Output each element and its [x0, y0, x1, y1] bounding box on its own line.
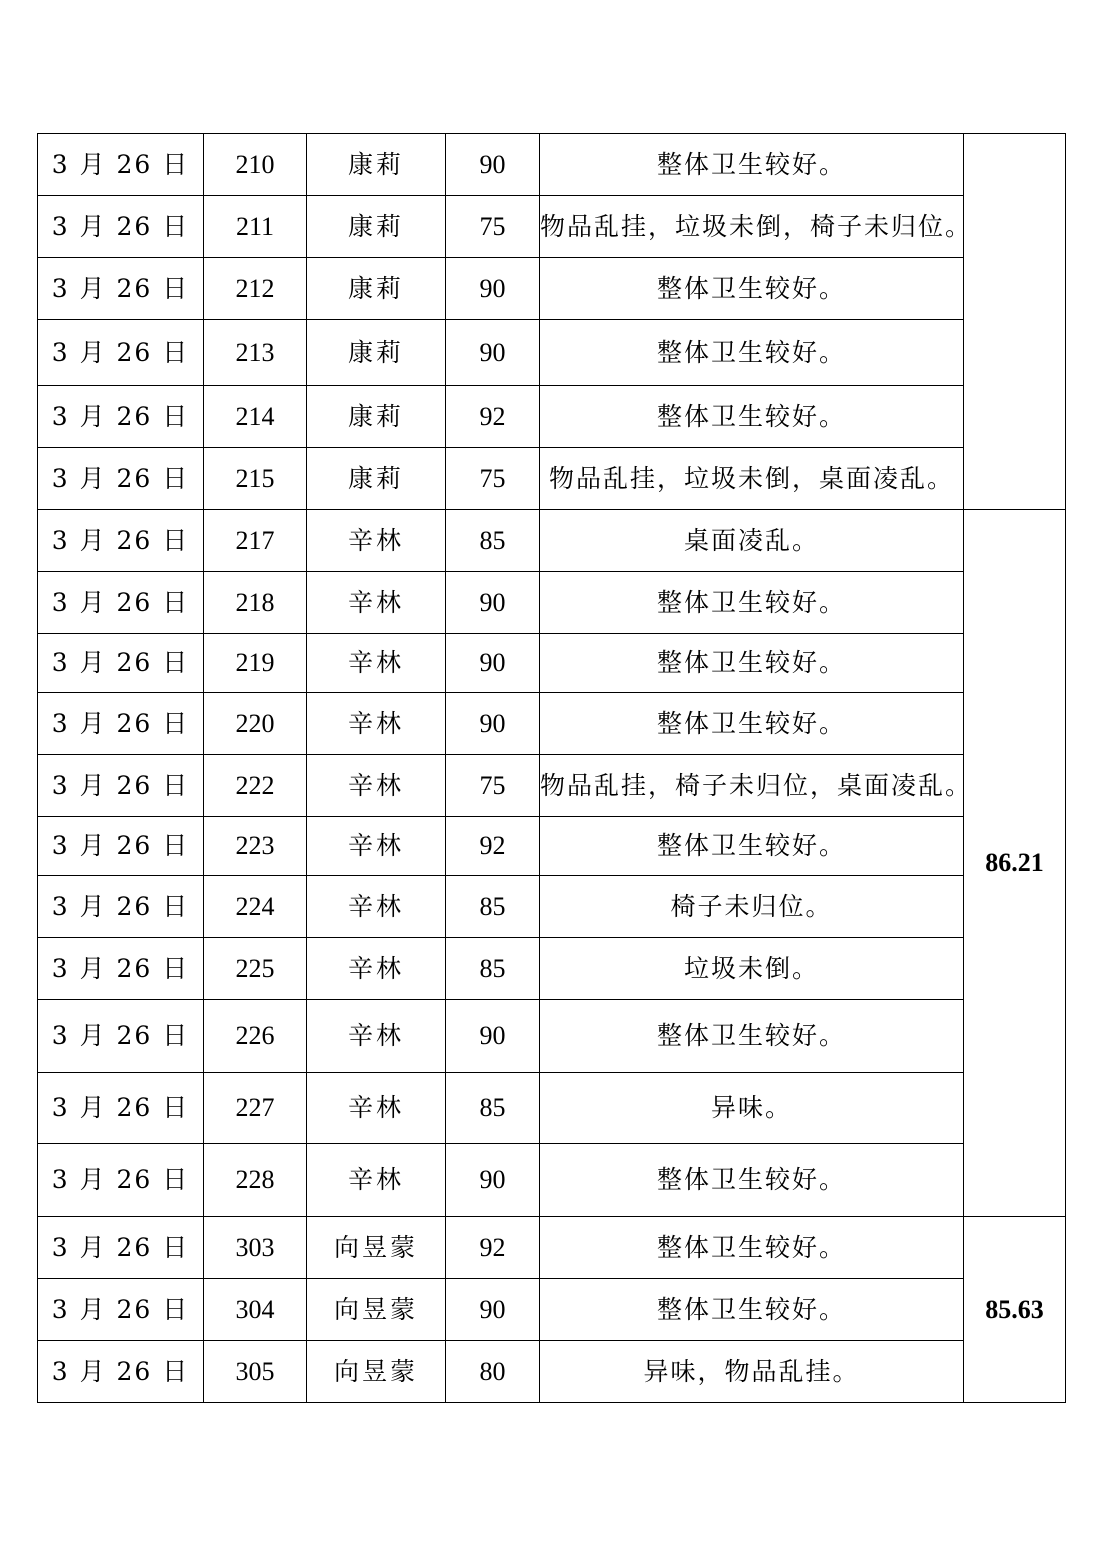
date-cell: 3 月 26 日 — [38, 693, 204, 755]
room-cell: 225 — [204, 938, 307, 1000]
table-row — [38, 1000, 1066, 1073]
table-row — [38, 134, 1066, 196]
room-cell: 212 — [204, 258, 307, 320]
remark-cell: 整体卫生较好。 — [540, 134, 964, 196]
date-cell: 3 月 26 日 — [38, 134, 204, 196]
date-cell: 3 月 26 日 — [38, 1073, 204, 1144]
date-cell: 3 月 26 日 — [38, 196, 204, 258]
inspector-cell: 辛林 — [307, 1000, 446, 1073]
room-cell: 304 — [204, 1279, 307, 1341]
score-cell: 90 — [446, 134, 540, 196]
score-cell: 85 — [446, 938, 540, 1000]
room-cell: 211 — [204, 196, 307, 258]
room-cell: 215 — [204, 448, 307, 510]
date-cell: 3 月 26 日 — [38, 634, 204, 693]
remark-cell: 整体卫生较好。 — [540, 572, 964, 634]
remark-cell: 整体卫生较好。 — [540, 1279, 964, 1341]
table-row — [38, 448, 1066, 510]
room-cell: 217 — [204, 510, 307, 572]
date-cell: 3 月 26 日 — [38, 1279, 204, 1341]
inspector-cell: 辛林 — [307, 572, 446, 634]
inspector-cell: 康莉 — [307, 320, 446, 386]
group-average-cell: 86.21 — [964, 510, 1066, 1217]
room-cell: 303 — [204, 1217, 307, 1279]
table-row — [38, 876, 1066, 938]
table-row — [38, 1073, 1066, 1144]
date-cell: 3 月 26 日 — [38, 572, 204, 634]
table-row — [38, 320, 1066, 386]
score-cell: 85 — [446, 876, 540, 938]
date-cell: 3 月 26 日 — [38, 1144, 204, 1217]
remark-cell: 整体卫生较好。 — [540, 258, 964, 320]
room-cell: 220 — [204, 693, 307, 755]
date-cell: 3 月 26 日 — [38, 817, 204, 876]
remark-cell: 整体卫生较好。 — [540, 1000, 964, 1073]
date-cell: 3 月 26 日 — [38, 1217, 204, 1279]
room-cell: 223 — [204, 817, 307, 876]
score-cell: 90 — [446, 1279, 540, 1341]
room-cell: 213 — [204, 320, 307, 386]
score-cell: 85 — [446, 510, 540, 572]
inspector-cell: 康莉 — [307, 258, 446, 320]
table-row — [38, 386, 1066, 448]
score-cell: 90 — [446, 1144, 540, 1217]
remark-cell: 整体卫生较好。 — [540, 1217, 964, 1279]
remark-cell: 整体卫生较好。 — [540, 817, 964, 876]
inspector-cell: 辛林 — [307, 938, 446, 1000]
inspector-cell: 辛林 — [307, 1073, 446, 1144]
remark-cell: 物品乱挂，垃圾未倒，椅子未归位。 — [540, 196, 964, 258]
table-row — [38, 1144, 1066, 1217]
room-cell: 218 — [204, 572, 307, 634]
score-cell: 90 — [446, 1000, 540, 1073]
remark-cell: 整体卫生较好。 — [540, 634, 964, 693]
remark-cell: 异味，物品乱挂。 — [540, 1341, 964, 1403]
date-cell: 3 月 26 日 — [38, 258, 204, 320]
table-row — [38, 817, 1066, 876]
inspector-cell: 康莉 — [307, 448, 446, 510]
table-row — [38, 1279, 1066, 1341]
inspector-cell: 康莉 — [307, 386, 446, 448]
score-cell: 75 — [446, 755, 540, 817]
date-cell: 3 月 26 日 — [38, 1341, 204, 1403]
date-cell: 3 月 26 日 — [38, 1000, 204, 1073]
inspector-cell: 向昱蒙 — [307, 1279, 446, 1341]
inspector-cell: 康莉 — [307, 134, 446, 196]
remark-cell: 整体卫生较好。 — [540, 1144, 964, 1217]
score-cell: 90 — [446, 693, 540, 755]
score-cell: 75 — [446, 448, 540, 510]
table-row — [38, 938, 1066, 1000]
table-row — [38, 1217, 1066, 1279]
inspector-cell: 辛林 — [307, 510, 446, 572]
score-cell: 90 — [446, 572, 540, 634]
remark-cell: 异味。 — [540, 1073, 964, 1144]
room-cell: 226 — [204, 1000, 307, 1073]
remark-cell: 整体卫生较好。 — [540, 320, 964, 386]
remark-cell: 物品乱挂，椅子未归位，桌面凌乱。 — [540, 755, 964, 817]
remark-cell: 物品乱挂，垃圾未倒，桌面凌乱。 — [540, 448, 964, 510]
table-row — [38, 755, 1066, 817]
score-cell: 90 — [446, 258, 540, 320]
table-row — [38, 258, 1066, 320]
group-average-cell — [964, 134, 1066, 510]
date-cell: 3 月 26 日 — [38, 448, 204, 510]
inspector-cell: 辛林 — [307, 1144, 446, 1217]
date-cell: 3 月 26 日 — [38, 386, 204, 448]
inspector-cell: 向昱蒙 — [307, 1217, 446, 1279]
inspector-cell: 辛林 — [307, 755, 446, 817]
score-cell: 85 — [446, 1073, 540, 1144]
inspector-cell: 辛林 — [307, 693, 446, 755]
inspector-cell: 康莉 — [307, 196, 446, 258]
date-cell: 3 月 26 日 — [38, 510, 204, 572]
inspection-table — [37, 133, 1066, 1403]
room-cell: 227 — [204, 1073, 307, 1144]
room-cell: 228 — [204, 1144, 307, 1217]
table-row — [38, 196, 1066, 258]
room-cell: 219 — [204, 634, 307, 693]
score-cell: 90 — [446, 634, 540, 693]
date-cell: 3 月 26 日 — [38, 320, 204, 386]
group-average-cell: 85.63 — [964, 1217, 1066, 1403]
room-cell: 224 — [204, 876, 307, 938]
score-cell: 80 — [446, 1341, 540, 1403]
date-cell: 3 月 26 日 — [38, 876, 204, 938]
remark-cell: 桌面凌乱。 — [540, 510, 964, 572]
inspector-cell: 辛林 — [307, 817, 446, 876]
remark-cell: 整体卫生较好。 — [540, 386, 964, 448]
table-row — [38, 1341, 1066, 1403]
table-row — [38, 693, 1066, 755]
score-cell: 75 — [446, 196, 540, 258]
date-cell: 3 月 26 日 — [38, 938, 204, 1000]
score-cell: 92 — [446, 817, 540, 876]
inspection-table-body — [38, 134, 1066, 1403]
room-cell: 210 — [204, 134, 307, 196]
inspector-cell: 辛林 — [307, 634, 446, 693]
table-row — [38, 572, 1066, 634]
room-cell: 214 — [204, 386, 307, 448]
room-cell: 305 — [204, 1341, 307, 1403]
score-cell: 92 — [446, 1217, 540, 1279]
remark-cell: 整体卫生较好。 — [540, 693, 964, 755]
table-row — [38, 510, 1066, 572]
score-cell: 92 — [446, 386, 540, 448]
inspector-cell: 向昱蒙 — [307, 1341, 446, 1403]
date-cell: 3 月 26 日 — [38, 755, 204, 817]
remark-cell: 垃圾未倒。 — [540, 938, 964, 1000]
inspector-cell: 辛林 — [307, 876, 446, 938]
table-row — [38, 634, 1066, 693]
room-cell: 222 — [204, 755, 307, 817]
score-cell: 90 — [446, 320, 540, 386]
remark-cell: 椅子未归位。 — [540, 876, 964, 938]
